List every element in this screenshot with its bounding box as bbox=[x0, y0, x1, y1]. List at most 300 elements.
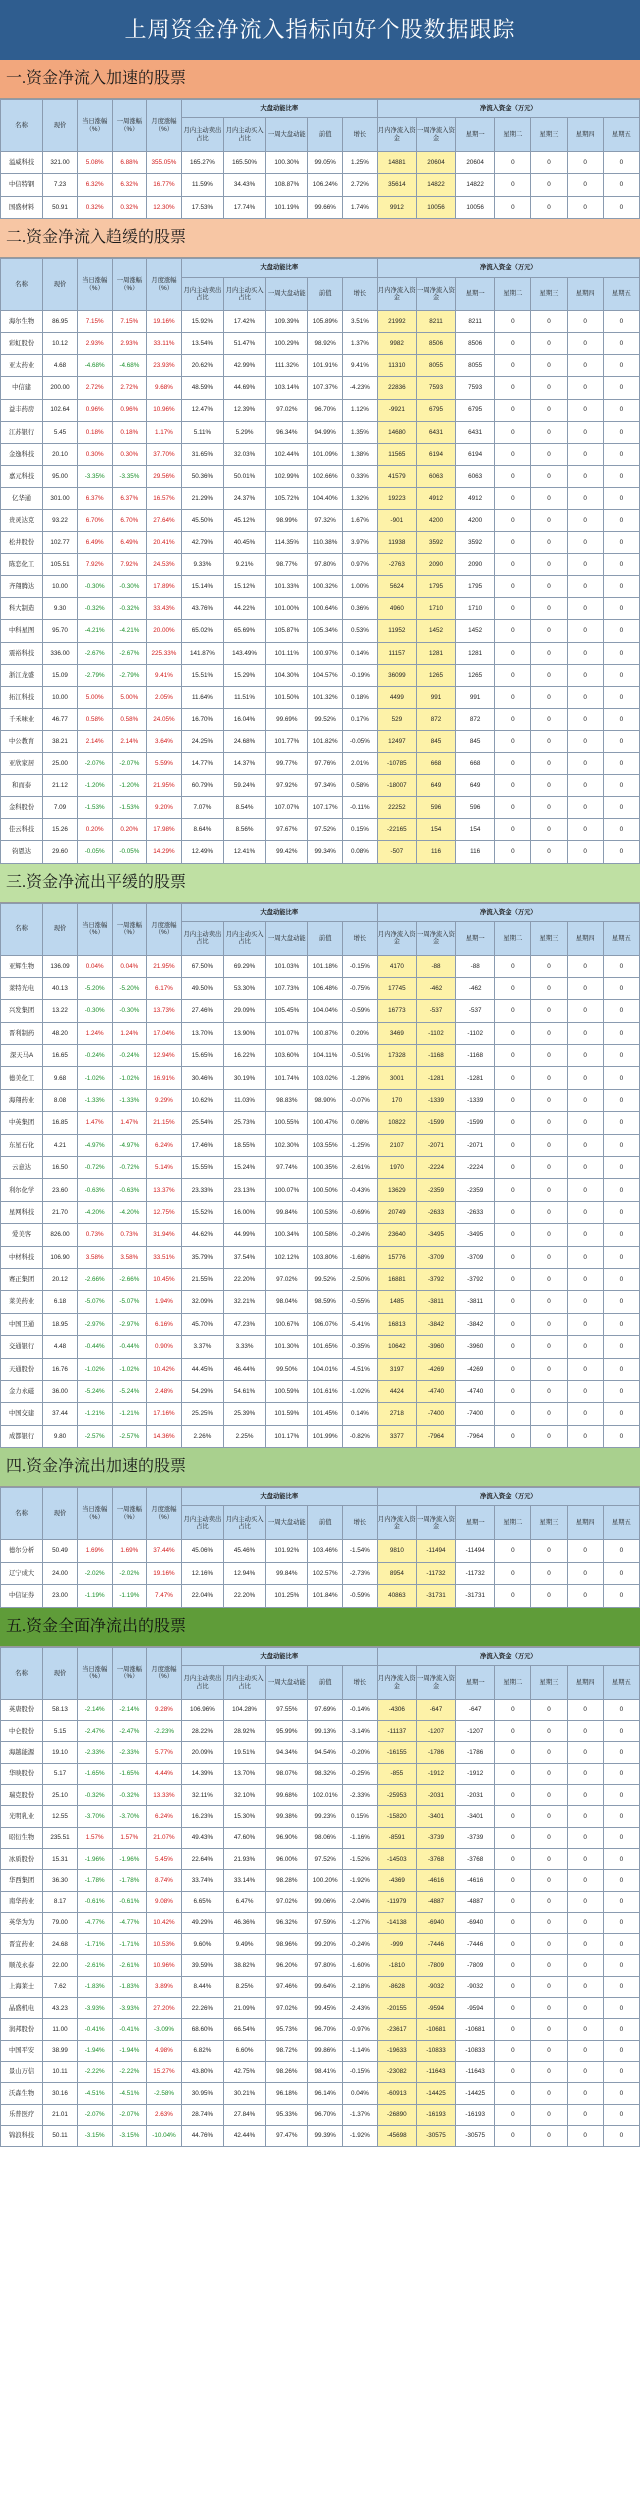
table-cell: 0 bbox=[603, 1562, 639, 1585]
stock-name-cell: 德尔分析 bbox=[1, 1540, 43, 1563]
table-cell: 1485 bbox=[377, 1291, 416, 1313]
stock-name-cell: 溢威科技 bbox=[1, 152, 43, 174]
table-cell: 106.24% bbox=[308, 174, 343, 196]
table-cell: 101.92% bbox=[266, 1540, 308, 1563]
stock-name-cell: 陈恋化工 bbox=[1, 554, 43, 576]
table-cell: 7593 bbox=[456, 377, 495, 399]
table-cell: -18007 bbox=[377, 775, 416, 797]
stock-name-cell: 江苏银行 bbox=[1, 421, 43, 443]
header-f2: 一周净流入资金 bbox=[416, 277, 455, 311]
table-cell: 7.23 bbox=[43, 174, 78, 196]
table-cell: -10.04% bbox=[147, 2125, 182, 2146]
table-cell: 991 bbox=[416, 686, 455, 708]
table-cell: 0 bbox=[495, 152, 531, 174]
table-cell: 65.69% bbox=[224, 620, 266, 642]
table-cell: 0 bbox=[603, 797, 639, 819]
table-cell: 96.00% bbox=[266, 1848, 308, 1869]
table-cell: -3.35% bbox=[77, 465, 112, 487]
table-row bbox=[1, 1785, 640, 1806]
table-cell: 22836 bbox=[377, 377, 416, 399]
table-cell: -1810 bbox=[377, 1955, 416, 1976]
table-cell: 0 bbox=[495, 2104, 531, 2125]
table-cell: 12.30% bbox=[147, 196, 182, 218]
table-row bbox=[1, 841, 640, 863]
table-cell: -10785 bbox=[377, 753, 416, 775]
table-cell: 2.48% bbox=[147, 1380, 182, 1402]
table-cell: 0 bbox=[495, 2040, 531, 2061]
table-cell: 22.64% bbox=[181, 1848, 223, 1869]
table-cell: 1452 bbox=[416, 620, 455, 642]
table-cell: 0 bbox=[603, 333, 639, 355]
table-cell: 10.62% bbox=[181, 1089, 223, 1111]
table-cell: 668 bbox=[456, 753, 495, 775]
table-cell: 79.00 bbox=[43, 1912, 78, 1933]
table-cell: -1281 bbox=[456, 1067, 495, 1089]
stock-name-cell: 震裕科技 bbox=[1, 642, 43, 664]
table-cell: 5.77% bbox=[147, 1742, 182, 1763]
table-cell: 0 bbox=[567, 620, 603, 642]
table-cell: 6194 bbox=[416, 443, 455, 465]
table-cell: 0 bbox=[531, 1403, 567, 1425]
table-cell: 96.70% bbox=[308, 2104, 343, 2125]
table-cell: -0.19% bbox=[343, 664, 378, 686]
table-cell: 94.54% bbox=[308, 1742, 343, 1763]
table-cell: -647 bbox=[456, 1699, 495, 1720]
table-row bbox=[1, 664, 640, 686]
table-cell: 0.14% bbox=[343, 642, 378, 664]
table-cell: 15.12% bbox=[224, 576, 266, 598]
table-cell: 8954 bbox=[377, 1562, 416, 1585]
table-cell: 10056 bbox=[456, 196, 495, 218]
header-b1: 月内主动卖出占比 bbox=[181, 118, 223, 152]
table-cell: 0 bbox=[531, 1912, 567, 1933]
stock-name-cell: 上海莱士 bbox=[1, 1976, 43, 1997]
table-row bbox=[1, 1998, 640, 2019]
table-cell: 0 bbox=[567, 598, 603, 620]
table-cell: 99.20% bbox=[308, 1934, 343, 1955]
table-cell: 42.75% bbox=[224, 2061, 266, 2082]
table-cell: -2.61% bbox=[77, 1955, 112, 1976]
header-week-chg: 一周涨幅（%） bbox=[112, 1488, 147, 1540]
table-cell: 0 bbox=[531, 1848, 567, 1869]
table-cell: 103.02% bbox=[308, 1067, 343, 1089]
stock-name-cell: 利尔化学 bbox=[1, 1179, 43, 1201]
header-name: 名称 bbox=[1, 100, 43, 152]
stock-name-cell: 东星石化 bbox=[1, 1134, 43, 1156]
table-cell: 0 bbox=[495, 510, 531, 532]
table-cell: 101.91% bbox=[308, 355, 343, 377]
table-cell: 17.53% bbox=[181, 196, 223, 218]
table-cell: 0 bbox=[531, 1562, 567, 1585]
stock-name-cell: 润邦股份 bbox=[1, 2019, 43, 2040]
header-b1: 月内主动卖出占比 bbox=[181, 1506, 223, 1540]
table-cell: 33.43% bbox=[147, 598, 182, 620]
table-cell: 0 bbox=[603, 1201, 639, 1223]
table-cell: 3.89% bbox=[147, 1976, 182, 1997]
table-cell: 32.10% bbox=[224, 1785, 266, 1806]
table-cell: 35614 bbox=[377, 174, 416, 196]
table-cell: 44.22% bbox=[224, 598, 266, 620]
table-cell: 16.04% bbox=[224, 708, 266, 730]
table-cell: -11732 bbox=[456, 1562, 495, 1585]
table-cell: 98.72% bbox=[266, 2040, 308, 2061]
table-row bbox=[1, 465, 640, 487]
table-cell: 45.12% bbox=[224, 510, 266, 532]
table-row bbox=[1, 2061, 640, 2082]
table-cell: -11137 bbox=[377, 1721, 416, 1742]
stock-name-cell: 天通股份 bbox=[1, 1358, 43, 1380]
table-cell: 99.69% bbox=[266, 708, 308, 730]
table-cell: 12.75% bbox=[147, 1201, 182, 1223]
table-cell: 336.00 bbox=[43, 642, 78, 664]
section-heading: 二.资金净流入趋缓的股票 bbox=[0, 219, 640, 258]
table-row bbox=[1, 1157, 640, 1179]
table-cell: 0 bbox=[531, 664, 567, 686]
table-row bbox=[1, 1089, 640, 1111]
table-cell: -0.11% bbox=[343, 797, 378, 819]
table-cell: 0 bbox=[495, 730, 531, 752]
table-cell: 0 bbox=[495, 1022, 531, 1044]
table-cell: 6431 bbox=[456, 421, 495, 443]
table-cell: -2.07% bbox=[112, 2104, 147, 2125]
table-cell: -7964 bbox=[456, 1425, 495, 1447]
stock-name-cell: 中材科技 bbox=[1, 1246, 43, 1268]
table-cell: 668 bbox=[416, 753, 455, 775]
table-cell: -3811 bbox=[456, 1291, 495, 1313]
table-cell: 0 bbox=[603, 2125, 639, 2146]
table-cell: 0 bbox=[531, 955, 567, 977]
header-f1: 月内净流入资金 bbox=[377, 118, 416, 152]
table-cell: 8211 bbox=[416, 311, 455, 333]
table-cell: -2.47% bbox=[112, 1721, 147, 1742]
table-cell: -7809 bbox=[416, 1955, 455, 1976]
table-cell: 0 bbox=[495, 1336, 531, 1358]
table-cell: 0 bbox=[567, 2061, 603, 2082]
table-cell: -5.20% bbox=[77, 977, 112, 999]
table-cell: -9921 bbox=[377, 399, 416, 421]
table-cell: 50.91 bbox=[43, 196, 78, 218]
table-cell: 104.30% bbox=[266, 664, 308, 686]
table-cell: -4887 bbox=[456, 1891, 495, 1912]
table-cell: 50.36% bbox=[181, 465, 223, 487]
table-cell: 49.43% bbox=[181, 1827, 223, 1848]
table-cell: 0 bbox=[495, 2083, 531, 2104]
table-cell: 0.08% bbox=[343, 1112, 378, 1134]
table-cell: 1.12% bbox=[343, 399, 378, 421]
table-cell: 0 bbox=[531, 1870, 567, 1891]
table-cell: 33.14% bbox=[224, 1870, 266, 1891]
table-cell: -1339 bbox=[416, 1089, 455, 1111]
table-cell: 20.00% bbox=[147, 620, 182, 642]
table-cell: 0 bbox=[495, 841, 531, 863]
table-cell: -1.71% bbox=[112, 1934, 147, 1955]
table-cell: 13629 bbox=[377, 1179, 416, 1201]
table-cell: 14.77% bbox=[181, 753, 223, 775]
table-cell: -2.57% bbox=[112, 1425, 147, 1447]
table-cell: 0 bbox=[531, 1358, 567, 1380]
table-row bbox=[1, 1112, 640, 1134]
table-cell: 0 bbox=[567, 1540, 603, 1563]
stock-name-cell: 齐翔腾达 bbox=[1, 576, 43, 598]
table-cell: 42.79% bbox=[181, 532, 223, 554]
table-cell: 0 bbox=[495, 377, 531, 399]
stock-name-cell: 和而泰 bbox=[1, 775, 43, 797]
table-cell: 0 bbox=[495, 1246, 531, 1268]
table-cell: 35.79% bbox=[181, 1246, 223, 1268]
table-cell: 0 bbox=[603, 1955, 639, 1976]
table-cell: 102.30% bbox=[266, 1134, 308, 1156]
table-cell: 97.92% bbox=[266, 775, 308, 797]
header-f1: 月内净流入资金 bbox=[377, 1666, 416, 1700]
table-cell: 0 bbox=[531, 2040, 567, 2061]
table-cell: -1786 bbox=[456, 1742, 495, 1763]
table-cell: -2.97% bbox=[77, 1313, 112, 1335]
table-cell: 0 bbox=[495, 311, 531, 333]
table-cell: 0 bbox=[603, 311, 639, 333]
table-cell: 11.64% bbox=[181, 686, 223, 708]
table-cell: 0 bbox=[603, 1891, 639, 1912]
table-cell: 99.84% bbox=[266, 1201, 308, 1223]
table-cell: 9.29% bbox=[147, 1089, 182, 1111]
table-cell: -5.41% bbox=[343, 1313, 378, 1335]
table-cell: 101.77% bbox=[266, 730, 308, 752]
header-week-chg: 一周涨幅（%） bbox=[112, 100, 147, 152]
table-cell: 0 bbox=[495, 1585, 531, 1608]
table-cell: 44.62% bbox=[181, 1224, 223, 1246]
table-row bbox=[1, 152, 640, 174]
table-cell: 0 bbox=[495, 1742, 531, 1763]
table-row bbox=[1, 1827, 640, 1848]
stock-name-cell: 晋利制药 bbox=[1, 1022, 43, 1044]
table-cell: 5.14% bbox=[147, 1157, 182, 1179]
table-cell: 0 bbox=[603, 1827, 639, 1848]
table-cell: 0 bbox=[495, 1934, 531, 1955]
table-cell: 0 bbox=[603, 1358, 639, 1380]
table-row bbox=[1, 399, 640, 421]
stock-name-cell: 光明乳业 bbox=[1, 1806, 43, 1827]
table-cell: 0 bbox=[567, 1891, 603, 1912]
table-cell: 104.28% bbox=[224, 1699, 266, 1720]
table-cell: 0.97% bbox=[343, 554, 378, 576]
table-cell: -4.51% bbox=[77, 2083, 112, 2104]
table-cell: -2.07% bbox=[77, 2104, 112, 2125]
table-cell: 0 bbox=[531, 2019, 567, 2040]
table-cell: -3739 bbox=[456, 1827, 495, 1848]
table-row bbox=[1, 2040, 640, 2061]
table-cell: 24.53% bbox=[147, 554, 182, 576]
header-flow-group: 净流入资金（万元） bbox=[377, 100, 639, 118]
table-cell: 100.30% bbox=[266, 152, 308, 174]
header-month-chg: 月度涨幅（%） bbox=[147, 903, 182, 955]
stock-name-cell: 沃森生物 bbox=[1, 2083, 43, 2104]
table-cell: -3842 bbox=[416, 1313, 455, 1335]
table-cell: -9032 bbox=[456, 1976, 495, 1997]
table-cell: -4.97% bbox=[77, 1134, 112, 1156]
table-cell: 101.61% bbox=[308, 1380, 343, 1402]
table-cell: -1.02% bbox=[112, 1358, 147, 1380]
table-cell: -647 bbox=[416, 1699, 455, 1720]
table-cell: 10.11 bbox=[43, 2061, 78, 2082]
table-cell: 12497 bbox=[377, 730, 416, 752]
table-cell: 20604 bbox=[416, 152, 455, 174]
table-cell: 0.18% bbox=[77, 421, 112, 443]
table-cell: 0 bbox=[531, 819, 567, 841]
table-cell: 15776 bbox=[377, 1246, 416, 1268]
table-cell: 9.68 bbox=[43, 1067, 78, 1089]
table-cell: 25.00 bbox=[43, 753, 78, 775]
table-cell: 14822 bbox=[416, 174, 455, 196]
table-cell: 17.42% bbox=[224, 311, 266, 333]
table-cell: 86.95 bbox=[43, 311, 78, 333]
table-cell: 41579 bbox=[377, 465, 416, 487]
data-table bbox=[0, 99, 640, 219]
table-cell: 0 bbox=[567, 1157, 603, 1179]
header-b4: 前值 bbox=[308, 277, 343, 311]
table-cell: -31731 bbox=[416, 1585, 455, 1608]
table-cell: 0 bbox=[495, 554, 531, 576]
table-cell: -1.53% bbox=[112, 797, 147, 819]
table-cell: -4.51% bbox=[343, 1358, 378, 1380]
table-cell: -11494 bbox=[416, 1540, 455, 1563]
table-cell: 21.93% bbox=[224, 1848, 266, 1869]
table-cell: -9594 bbox=[416, 1998, 455, 2019]
header-day-chg: 当日涨幅（%） bbox=[77, 100, 112, 152]
table-row bbox=[1, 1763, 640, 1784]
table-cell: 8506 bbox=[456, 333, 495, 355]
table-cell: 37.54% bbox=[224, 1246, 266, 1268]
table-cell: -2.14% bbox=[112, 1699, 147, 1720]
stock-name-cell: 中信建 bbox=[1, 377, 43, 399]
table-cell: 0 bbox=[603, 465, 639, 487]
table-row bbox=[1, 1179, 640, 1201]
table-cell: 96.90% bbox=[266, 1827, 308, 1848]
header-f4: 星期二 bbox=[495, 1506, 531, 1540]
table-cell: 53.30% bbox=[224, 977, 266, 999]
table-cell: 10.00 bbox=[43, 686, 78, 708]
data-table bbox=[0, 903, 640, 1449]
table-cell: 0 bbox=[567, 1224, 603, 1246]
table-cell: 0 bbox=[531, 620, 567, 642]
table-cell: 14.39% bbox=[181, 1763, 223, 1784]
table-cell: 24.37% bbox=[224, 487, 266, 509]
table-cell: -2.79% bbox=[77, 664, 112, 686]
table-cell: 1.38% bbox=[343, 443, 378, 465]
table-cell: 97.76% bbox=[308, 753, 343, 775]
table-cell: 101.33% bbox=[266, 576, 308, 598]
table-cell: 0 bbox=[495, 1403, 531, 1425]
table-cell: 3469 bbox=[377, 1022, 416, 1044]
table-cell: 0 bbox=[495, 1112, 531, 1134]
table-row bbox=[1, 730, 640, 752]
table-cell: 15.55% bbox=[181, 1157, 223, 1179]
table-cell: 98.83% bbox=[266, 1089, 308, 1111]
table-cell: 1.17% bbox=[147, 421, 182, 443]
table-cell: 21992 bbox=[377, 311, 416, 333]
table-cell: 17.98% bbox=[147, 819, 182, 841]
table-cell: 0 bbox=[603, 1976, 639, 1997]
table-cell: 0 bbox=[495, 465, 531, 487]
table-cell: 107.37% bbox=[308, 377, 343, 399]
table-cell: 100.58% bbox=[308, 1224, 343, 1246]
header-b3: 一周大盘动能 bbox=[266, 1666, 308, 1700]
table-cell: -3.14% bbox=[343, 1721, 378, 1742]
table-cell: 2.14% bbox=[112, 730, 147, 752]
table-cell: 649 bbox=[456, 775, 495, 797]
table-cell: 2.01% bbox=[343, 753, 378, 775]
table-cell: 107.07% bbox=[266, 797, 308, 819]
table-cell: -3.15% bbox=[77, 2125, 112, 2146]
table-cell: 48.59% bbox=[181, 377, 223, 399]
table-cell: -3792 bbox=[416, 1268, 455, 1290]
table-row bbox=[1, 1201, 640, 1223]
table-cell: 19.51% bbox=[224, 1742, 266, 1763]
header-b2: 月内主动买入占比 bbox=[224, 1666, 266, 1700]
table-cell: -3.93% bbox=[77, 1998, 112, 2019]
table-cell: -0.63% bbox=[77, 1179, 112, 1201]
stock-name-cell: 华西集团 bbox=[1, 1870, 43, 1891]
table-cell: 8.17 bbox=[43, 1891, 78, 1912]
table-cell: 93.22 bbox=[43, 510, 78, 532]
table-cell: -4740 bbox=[416, 1380, 455, 1402]
table-cell: 111.32% bbox=[266, 355, 308, 377]
table-cell: 12.55 bbox=[43, 1806, 78, 1827]
table-cell: 20749 bbox=[377, 1201, 416, 1223]
table-cell: -3792 bbox=[456, 1268, 495, 1290]
table-cell: 0.17% bbox=[343, 708, 378, 730]
table-cell: 99.77% bbox=[266, 753, 308, 775]
table-cell: -0.69% bbox=[343, 1201, 378, 1223]
table-cell: 9.30 bbox=[43, 598, 78, 620]
table-cell: 0 bbox=[495, 1045, 531, 1067]
stock-name-cell: 中信特钢 bbox=[1, 174, 43, 196]
table-cell: 0 bbox=[567, 1403, 603, 1425]
table-cell: 24.05% bbox=[147, 708, 182, 730]
header-f4: 星期二 bbox=[495, 118, 531, 152]
table-cell: 0 bbox=[495, 1763, 531, 1784]
table-cell: 96.34% bbox=[266, 421, 308, 443]
table-row bbox=[1, 1699, 640, 1720]
table-cell: -3960 bbox=[416, 1336, 455, 1358]
table-cell: -1912 bbox=[456, 1763, 495, 1784]
table-cell: 0.04% bbox=[112, 955, 147, 977]
table-cell: 1.32% bbox=[343, 487, 378, 509]
table-cell: -0.41% bbox=[112, 2019, 147, 2040]
table-cell: 45.46% bbox=[224, 1540, 266, 1563]
table-cell: -1.54% bbox=[343, 1540, 378, 1563]
table-cell: 97.02% bbox=[266, 399, 308, 421]
table-cell: 235.51 bbox=[43, 1827, 78, 1848]
table-cell: 0 bbox=[531, 152, 567, 174]
stock-name-cell: 英唐股份 bbox=[1, 1699, 43, 1720]
header-f3: 星期一 bbox=[456, 1506, 495, 1540]
table-cell: -0.30% bbox=[112, 1000, 147, 1022]
header-flow-group: 净流入资金（万元） bbox=[377, 903, 639, 921]
table-row bbox=[1, 598, 640, 620]
table-cell: -2.43% bbox=[343, 1998, 378, 2019]
table-cell: -2763 bbox=[377, 554, 416, 576]
sections-container bbox=[0, 60, 640, 2147]
table-cell: 107.17% bbox=[308, 797, 343, 819]
table-cell: -1599 bbox=[416, 1112, 455, 1134]
table-cell: 2.63% bbox=[147, 2104, 182, 2125]
table-cell: 101.50% bbox=[266, 686, 308, 708]
stock-name-cell: 晶盛机电 bbox=[1, 1998, 43, 2019]
table-cell: 100.47% bbox=[308, 1112, 343, 1134]
table-cell: -4740 bbox=[456, 1380, 495, 1402]
table-cell: 0 bbox=[603, 1934, 639, 1955]
table-cell: 0 bbox=[495, 1358, 531, 1380]
table-cell: 6.88% bbox=[112, 152, 147, 174]
